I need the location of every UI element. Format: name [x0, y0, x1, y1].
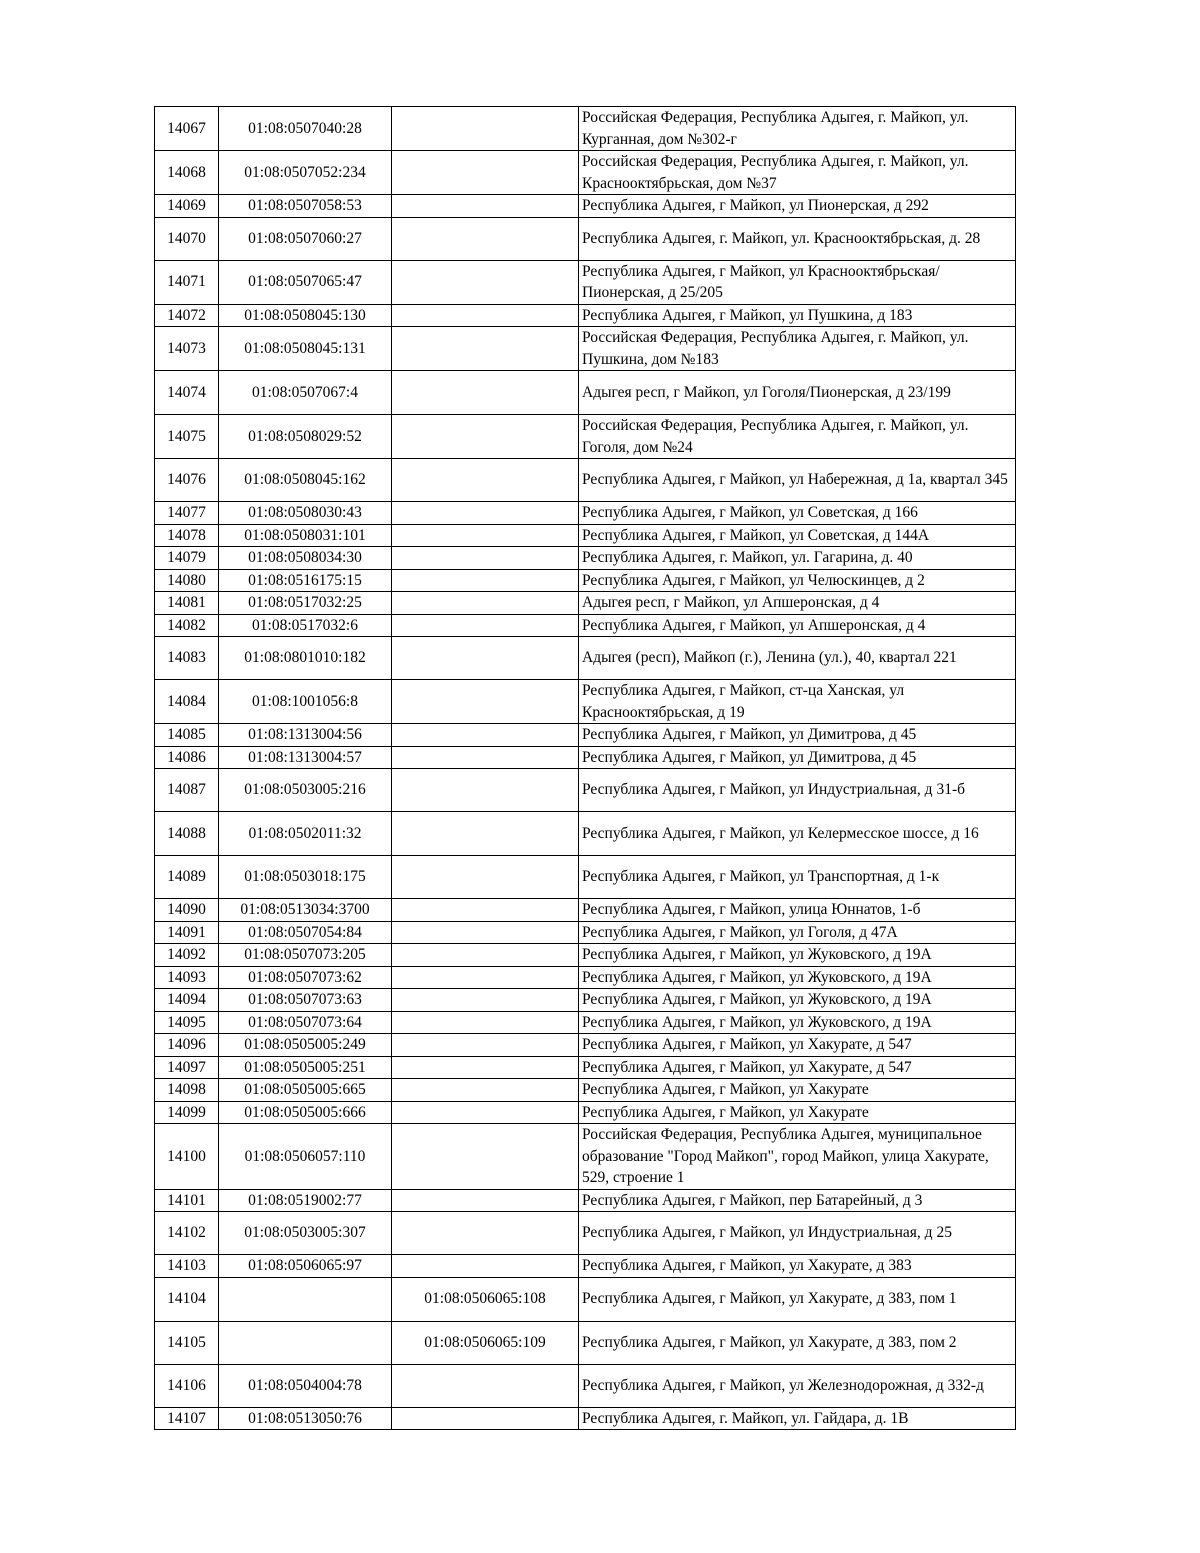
cadastral-number-cell: 01:08:0508045:131	[219, 327, 392, 371]
table-row	[155, 1011, 1016, 1034]
address-cell: Республика Адыгея, г Майкоп, ст-ца Ханская, ул Краснооктябрьская, д 19	[579, 680, 1016, 724]
cadastral-number-premises-cell	[392, 989, 579, 1012]
row-number-cell: 14091	[155, 921, 219, 944]
cadastral-number-cell: 01:08:1001056:8	[219, 680, 392, 724]
address-cell: Республика Адыгея, г Майкоп, ул Пушкина, д 183	[579, 304, 1016, 327]
cadastral-number-cell: 01:08:0507073:64	[219, 1011, 392, 1034]
row-number-cell: 14100	[155, 1124, 219, 1190]
cadastral-number-premises-cell	[392, 1364, 579, 1407]
table-row	[155, 1101, 1016, 1124]
table-row	[155, 151, 1016, 195]
address-cell: Республика Адыгея, г Майкоп, ул Димитрова, д 45	[579, 746, 1016, 769]
cadastral-number-premises-cell	[392, 524, 579, 547]
cadastral-number-cell: 01:08:0508045:130	[219, 304, 392, 327]
cadastral-number-cell: 01:08:0513050:76	[219, 1407, 392, 1430]
address-cell: Республика Адыгея, г Майкоп, ул Челюскинцев, д 2	[579, 569, 1016, 592]
cadastral-number-premises-cell	[392, 746, 579, 769]
cadastral-number-premises-cell	[392, 217, 579, 260]
cadastral-number-premises-cell	[392, 1056, 579, 1079]
address-cell: Республика Адыгея, г. Майкоп, ул. Гагарина, д. 40	[579, 547, 1016, 570]
cadastral-number-premises-cell	[392, 637, 579, 680]
cadastral-number-premises-cell	[392, 260, 579, 304]
address-cell: Российская Федерация, Республика Адыгея, г. Майкоп, ул. Краснооктябрьская, дом №37	[579, 151, 1016, 195]
cadastral-number-cell: 01:08:0507060:27	[219, 217, 392, 260]
address-cell: Республика Адыгея, г Майкоп, ул Пионерская, д 292	[579, 195, 1016, 218]
table-row	[155, 524, 1016, 547]
cadastral-number-cell: 01:08:0506065:97	[219, 1255, 392, 1278]
cadastral-number-premises-cell	[392, 327, 579, 371]
table-row	[155, 899, 1016, 922]
row-number-cell: 14097	[155, 1056, 219, 1079]
table-row	[155, 746, 1016, 769]
cadastral-number-premises-cell	[392, 1255, 579, 1278]
cadastral-number-premises-cell	[392, 899, 579, 922]
cadastral-number-cell: 01:08:0506057:110	[219, 1124, 392, 1190]
address-cell: Республика Адыгея, г Майкоп, ул Хакурате, д 383, пом 2	[579, 1321, 1016, 1364]
table-row	[155, 459, 1016, 502]
cadastral-number-cell: 01:08:0508031:101	[219, 524, 392, 547]
cadastral-number-cell: 01:08:0507052:234	[219, 151, 392, 195]
address-cell: Республика Адыгея, г Майкоп, пер Батарейный, д 3	[579, 1189, 1016, 1212]
address-cell: Республика Адыгея, г Майкоп, ул Советская, д 166	[579, 502, 1016, 525]
table-row	[155, 371, 1016, 415]
property-table	[154, 106, 1016, 1430]
table-row	[155, 1212, 1016, 1255]
table-row	[155, 592, 1016, 615]
cadastral-number-premises-cell	[392, 1212, 579, 1255]
row-number-cell: 14087	[155, 769, 219, 812]
table-row	[155, 1321, 1016, 1364]
cadastral-number-premises-cell	[392, 724, 579, 747]
cadastral-number-cell: 01:08:0505005:666	[219, 1101, 392, 1124]
table-row	[155, 502, 1016, 525]
row-number-cell: 14078	[155, 524, 219, 547]
table-row	[155, 1034, 1016, 1057]
cadastral-number-cell: 01:08:0508030:43	[219, 502, 392, 525]
cadastral-number-premises-cell	[392, 944, 579, 967]
address-cell: Республика Адыгея, г Майкоп, ул Хакурате, д 547	[579, 1056, 1016, 1079]
table-row	[155, 812, 1016, 856]
row-number-cell: 14090	[155, 899, 219, 922]
cadastral-number-cell: 01:08:0502011:32	[219, 812, 392, 856]
table-row	[155, 614, 1016, 637]
address-cell: Адыгея респ, г Майкоп, ул Апшеронская, д 4	[579, 592, 1016, 615]
cadastral-number-premises-cell	[392, 921, 579, 944]
table-row	[155, 1364, 1016, 1407]
table-row	[155, 415, 1016, 459]
cadastral-number-cell: 01:08:0505005:251	[219, 1056, 392, 1079]
cadastral-number-premises-cell	[392, 1011, 579, 1034]
row-number-cell: 14077	[155, 502, 219, 525]
row-number-cell: 14082	[155, 614, 219, 637]
table-row	[155, 327, 1016, 371]
cadastral-number-premises-cell	[392, 966, 579, 989]
cadastral-number-cell: 01:08:0507058:53	[219, 195, 392, 218]
address-cell: Республика Адыгея, г Майкоп, ул Жуковского, д 19А	[579, 989, 1016, 1012]
cadastral-number-cell: 01:08:0507073:205	[219, 944, 392, 967]
cadastral-number-cell: 01:08:0513034:3700	[219, 899, 392, 922]
table-row	[155, 1124, 1016, 1190]
cadastral-number-premises-cell	[392, 415, 579, 459]
cadastral-number-cell: 01:08:0505005:249	[219, 1034, 392, 1057]
table-row	[155, 547, 1016, 570]
row-number-cell: 14094	[155, 989, 219, 1012]
cadastral-number-cell: 01:08:0504004:78	[219, 1364, 392, 1407]
row-number-cell: 14086	[155, 746, 219, 769]
row-number-cell: 14107	[155, 1407, 219, 1430]
cadastral-number-premises-cell	[392, 547, 579, 570]
cadastral-number-premises-cell	[392, 769, 579, 812]
table-row	[155, 569, 1016, 592]
cadastral-number-premises-cell	[392, 1189, 579, 1212]
row-number-cell: 14106	[155, 1364, 219, 1407]
table-row	[155, 1189, 1016, 1212]
address-cell: Республика Адыгея, г. Майкоп, ул. Краснооктябрьская, д. 28	[579, 217, 1016, 260]
cadastral-number-premises-cell	[392, 812, 579, 856]
address-cell: Российская Федерация, Республика Адыгея, г. Майкоп, ул. Курганная, дом №302-г	[579, 107, 1016, 151]
cadastral-number-premises-cell	[392, 614, 579, 637]
address-cell: Российская Федерация, Республика Адыгея, г. Майкоп, ул. Гоголя, дом №24	[579, 415, 1016, 459]
row-number-cell: 14073	[155, 327, 219, 371]
row-number-cell: 14069	[155, 195, 219, 218]
cadastral-number-premises-cell	[392, 1101, 579, 1124]
table-row	[155, 724, 1016, 747]
row-number-cell: 14075	[155, 415, 219, 459]
cadastral-number-premises-cell	[392, 1407, 579, 1430]
row-number-cell: 14067	[155, 107, 219, 151]
table-row	[155, 769, 1016, 812]
address-cell: Республика Адыгея, г Майкоп, ул Жуковского, д 19А	[579, 1011, 1016, 1034]
cadastral-number-premises-cell	[392, 856, 579, 899]
address-cell: Республика Адыгея, г Майкоп, ул Хакурате	[579, 1101, 1016, 1124]
address-cell: Республика Адыгея, г Майкоп, ул Гоголя, д 47А	[579, 921, 1016, 944]
address-cell: Республика Адыгея, г Майкоп, ул Индустриальная, д 31-б	[579, 769, 1016, 812]
row-number-cell: 14071	[155, 260, 219, 304]
cadastral-number-cell: 01:08:1313004:56	[219, 724, 392, 747]
cadastral-number-premises-cell	[392, 569, 579, 592]
table-row	[155, 856, 1016, 899]
table-body	[155, 107, 1016, 1430]
row-number-cell: 14089	[155, 856, 219, 899]
cadastral-number-premises-cell	[392, 1124, 579, 1190]
row-number-cell: 14076	[155, 459, 219, 502]
row-number-cell: 14084	[155, 680, 219, 724]
cadastral-number-cell: 01:08:0507054:84	[219, 921, 392, 944]
row-number-cell: 14070	[155, 217, 219, 260]
cadastral-number-premises-cell	[392, 195, 579, 218]
address-cell: Республика Адыгея, г Майкоп, ул Железнодорожная, д 332-д	[579, 1364, 1016, 1407]
row-number-cell: 14103	[155, 1255, 219, 1278]
cadastral-number-cell: 01:08:0503005:216	[219, 769, 392, 812]
row-number-cell: 14104	[155, 1277, 219, 1321]
table-row	[155, 260, 1016, 304]
row-number-cell: 14096	[155, 1034, 219, 1057]
address-cell: Адыгея респ, г Майкоп, ул Гоголя/Пионерская, д 23/199	[579, 371, 1016, 415]
address-cell: Республика Адыгея, г Майкоп, ул Набережная, д 1а, квартал 345	[579, 459, 1016, 502]
table-row	[155, 637, 1016, 680]
row-number-cell: 14092	[155, 944, 219, 967]
address-cell: Республика Адыгея, г Майкоп, ул Индустриальная, д 25	[579, 1212, 1016, 1255]
address-cell: Адыгея (респ), Майкоп (г.), Ленина (ул.), 40, квартал 221	[579, 637, 1016, 680]
row-number-cell: 14095	[155, 1011, 219, 1034]
row-number-cell: 14099	[155, 1101, 219, 1124]
row-number-cell: 14093	[155, 966, 219, 989]
cadastral-number-premises-cell	[392, 1079, 579, 1102]
cadastral-number-cell: 01:08:0801010:182	[219, 637, 392, 680]
row-number-cell: 14101	[155, 1189, 219, 1212]
cadastral-number-premises-cell: 01:08:0506065:108	[392, 1277, 579, 1321]
table-row	[155, 107, 1016, 151]
table-row	[155, 680, 1016, 724]
address-cell: Республика Адыгея, г Майкоп, ул Хакурате	[579, 1079, 1016, 1102]
cadastral-number-premises-cell	[392, 502, 579, 525]
table-row	[155, 1079, 1016, 1102]
cadastral-number-premises-cell: 01:08:0506065:109	[392, 1321, 579, 1364]
cadastral-number-cell: 01:08:0508029:52	[219, 415, 392, 459]
address-cell: Республика Адыгея, г Майкоп, ул Келермесское шоссе, д 16	[579, 812, 1016, 856]
table-row	[155, 1255, 1016, 1278]
cadastral-number-cell: 01:08:0507067:4	[219, 371, 392, 415]
cadastral-number-cell: 01:08:1313004:57	[219, 746, 392, 769]
address-cell: Республика Адыгея, г Майкоп, ул Жуковского, д 19А	[579, 966, 1016, 989]
row-number-cell: 14083	[155, 637, 219, 680]
cadastral-number-cell	[219, 1321, 392, 1364]
cadastral-number-cell: 01:08:0516175:15	[219, 569, 392, 592]
row-number-cell: 14085	[155, 724, 219, 747]
row-number-cell: 14080	[155, 569, 219, 592]
address-cell: Республика Адыгея, г Майкоп, ул Хакурате, д 383	[579, 1255, 1016, 1278]
row-number-cell: 14081	[155, 592, 219, 615]
table-row	[155, 1407, 1016, 1430]
cadastral-number-cell: 01:08:0507073:62	[219, 966, 392, 989]
address-cell: Российская Федерация, Республика Адыгея, муниципальное образование "Город Майкоп", город Майкоп, улица Хакурате, 529, строение 1	[579, 1124, 1016, 1190]
cadastral-number-premises-cell	[392, 371, 579, 415]
address-cell: Республика Адыгея, г Майкоп, ул Краснооктябрьская/Пионерская, д 25/205	[579, 260, 1016, 304]
address-cell: Республика Адыгея, г Майкоп, ул Апшеронская, д 4	[579, 614, 1016, 637]
cadastral-number-cell: 01:08:0507065:47	[219, 260, 392, 304]
table-row	[155, 195, 1016, 218]
address-cell: Республика Адыгея, г. Майкоп, ул. Гайдара, д. 1В	[579, 1407, 1016, 1430]
cadastral-number-cell: 01:08:0508045:162	[219, 459, 392, 502]
address-cell: Республика Адыгея, г Майкоп, ул Хакурате, д 383, пом 1	[579, 1277, 1016, 1321]
table-row	[155, 966, 1016, 989]
cadastral-number-cell: 01:08:0503018:175	[219, 856, 392, 899]
row-number-cell: 14072	[155, 304, 219, 327]
cadastral-number-premises-cell	[392, 592, 579, 615]
cadastral-number-premises-cell	[392, 459, 579, 502]
row-number-cell: 14105	[155, 1321, 219, 1364]
cadastral-number-cell: 01:08:0503005:307	[219, 1212, 392, 1255]
cadastral-number-premises-cell	[392, 107, 579, 151]
table-row	[155, 944, 1016, 967]
cadastral-number-cell: 01:08:0519002:77	[219, 1189, 392, 1212]
address-cell: Республика Адыгея, г Майкоп, ул Советская, д 144А	[579, 524, 1016, 547]
cadastral-number-premises-cell	[392, 151, 579, 195]
row-number-cell: 14079	[155, 547, 219, 570]
table-row	[155, 1056, 1016, 1079]
address-cell: Республика Адыгея, г Майкоп, улица Юннатов, 1-б	[579, 899, 1016, 922]
table-row	[155, 989, 1016, 1012]
address-cell: Российская Федерация, Республика Адыгея, г. Майкоп, ул. Пушкина, дом №183	[579, 327, 1016, 371]
address-cell: Республика Адыгея, г Майкоп, ул Жуковского, д 19А	[579, 944, 1016, 967]
table-row	[155, 304, 1016, 327]
address-cell: Республика Адыгея, г Майкоп, ул Димитрова, д 45	[579, 724, 1016, 747]
address-cell: Республика Адыгея, г Майкоп, ул Транспортная, д 1-к	[579, 856, 1016, 899]
cadastral-number-premises-cell	[392, 680, 579, 724]
cadastral-number-cell: 01:08:0508034:30	[219, 547, 392, 570]
cadastral-number-cell: 01:08:0517032:25	[219, 592, 392, 615]
cadastral-number-cell: 01:08:0517032:6	[219, 614, 392, 637]
cadastral-number-cell: 01:08:0507040:28	[219, 107, 392, 151]
row-number-cell: 14102	[155, 1212, 219, 1255]
table-row	[155, 217, 1016, 260]
cadastral-number-cell	[219, 1277, 392, 1321]
cadastral-number-premises-cell	[392, 304, 579, 327]
cadastral-number-cell: 01:08:0505005:665	[219, 1079, 392, 1102]
row-number-cell: 14074	[155, 371, 219, 415]
cadastral-number-premises-cell	[392, 1034, 579, 1057]
row-number-cell: 14088	[155, 812, 219, 856]
address-cell: Республика Адыгея, г Майкоп, ул Хакурате, д 547	[579, 1034, 1016, 1057]
table-row	[155, 1277, 1016, 1321]
table-row	[155, 921, 1016, 944]
cadastral-number-cell: 01:08:0507073:63	[219, 989, 392, 1012]
row-number-cell: 14068	[155, 151, 219, 195]
row-number-cell: 14098	[155, 1079, 219, 1102]
